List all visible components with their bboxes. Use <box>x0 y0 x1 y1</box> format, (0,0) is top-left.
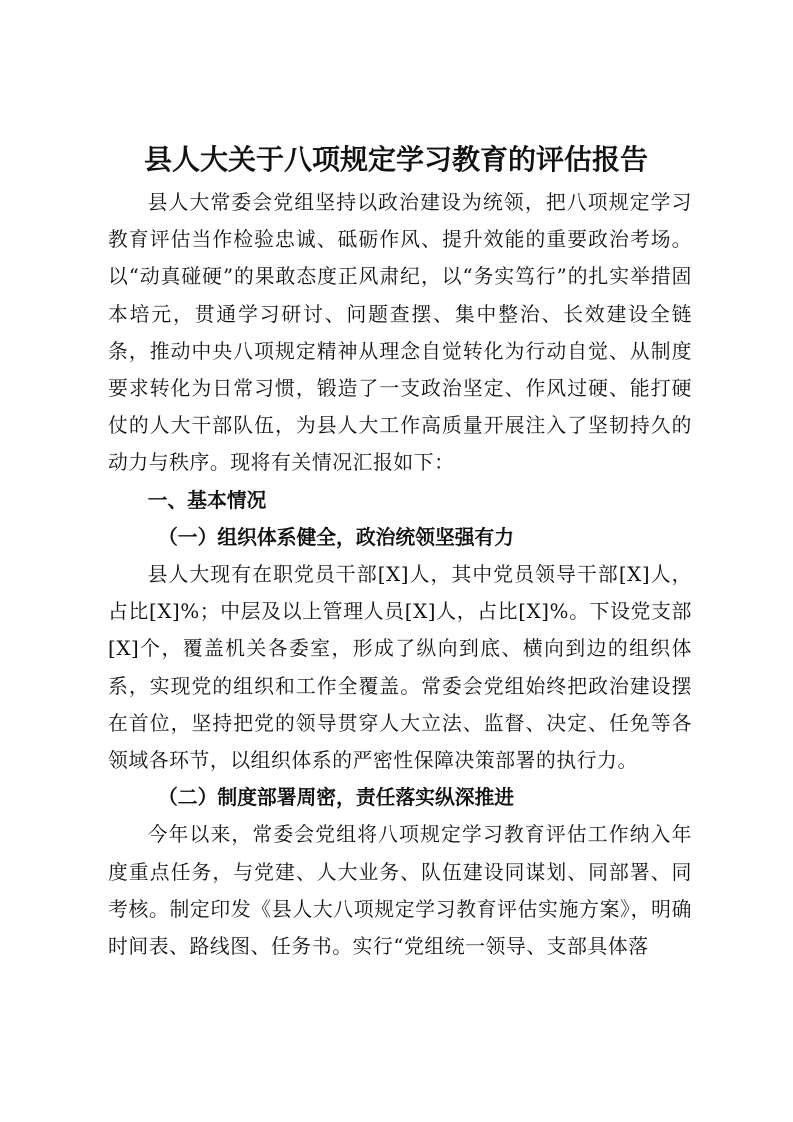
subsection-heading-organization: （一）组织体系健全，政治统领坚强有力 <box>158 524 515 549</box>
subsection-heading-system-deployment: （二）制度部署周密，责任落实纵深推进 <box>158 785 515 810</box>
document-title: 县人大关于八项规定学习教育的评估报告 <box>143 143 648 176</box>
organization-paragraph: 县人大现有在职党员干部[X]人，其中党员领导干部[X]人，占比[X]%；中层及以上管理人员[X]人，占比[X]%。下设党支部[X]个，覆盖机关各委室，形成了纵向到底、横向到边的组织体系，实现党的组织和工作全覆盖。常委会党组始终把政治建设摆在首位，坚持把党的领导贯穿人大立法、监督、决定、任免等各领域各环节，以组织体系的严密性保障决策部署的执行力。 <box>108 563 692 773</box>
section-heading-basic-situation: 一、基本情况 <box>147 488 267 512</box>
document-page <box>108 140 692 965</box>
system-deployment-paragraph: 今年以来，常委会党组将八项规定学习教育评估工作纳入年度重点任务，与党建、人大业务、队伍建设同谋划、同部署、同考核。制定印发《县人大八项规定学习教育评估实施方案》，明确时间表、路线图、任务书。实行“党组统一领导、支部具体落 <box>108 823 692 959</box>
intro-paragraph: 县人大常委会党组坚持以政治建设为统领，把八项规定学习教育评估当作检验忠诚、砥砺作风、提升效能的重要政治考场。以“动真碰硬”的果敢态度正风肃纪，以“务实笃行”的扎实举措固本培元，贯通学习研讨、问题查摆、集中整治、长效建设全链条，推动中央八项规定精神从理念自觉转化为行动自觉、从制度要求转化为日常习惯，锻造了一支政治坚定、作风过硬、能打硬仗的人大干部队伍，为县人大工作高质量开展注入了坚韧持久的动力与秩序。现将有关情况汇报如下： <box>108 191 692 475</box>
